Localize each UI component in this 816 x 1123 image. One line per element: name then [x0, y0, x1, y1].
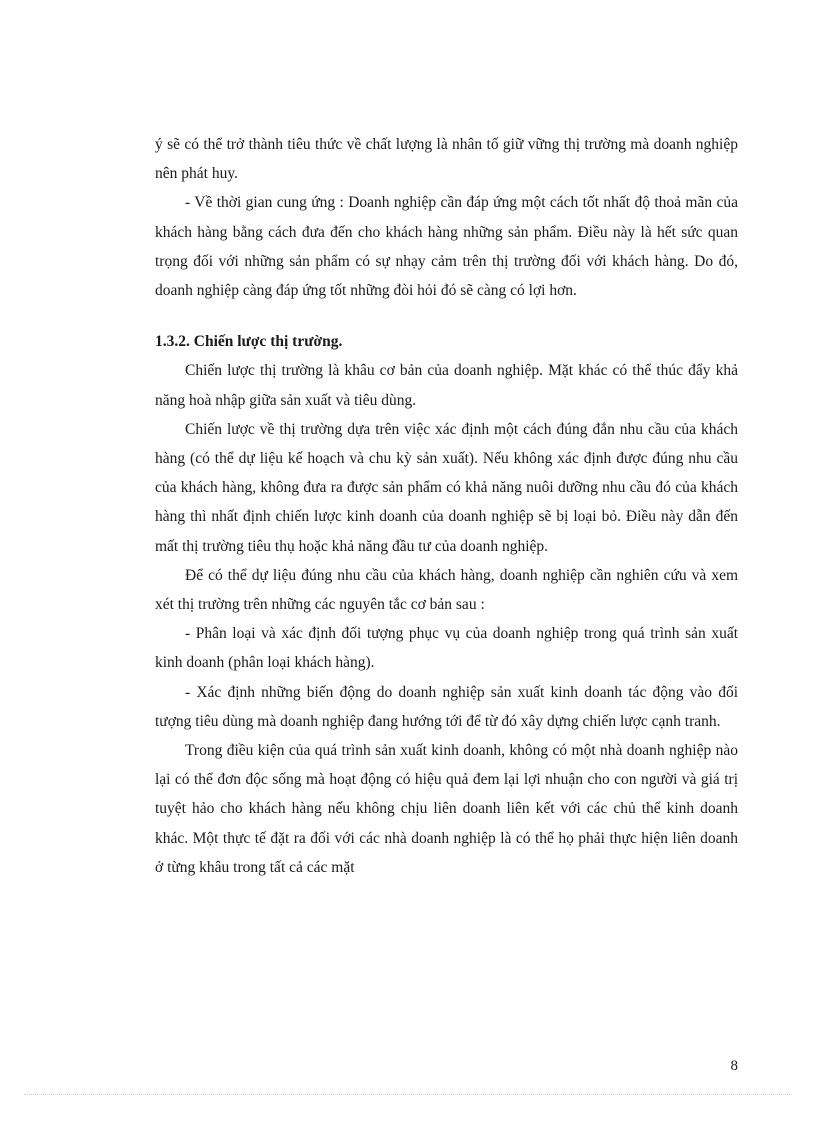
paragraph-classify-customers: - Phân loại và xác định đối tượng phục vụ của doanh nghiệp trong quá trình sản xuất kinh doanh (phân loại khách hàng).: [155, 625, 738, 672]
document-body: [155, 130, 738, 882]
paragraph-market-strategy-needs: Chiến lược về thị trường dựa trên việc xác định một cách đúng đắn nhu cầu của khách hàng (có thể dự liệu kế hoạch và chu kỳ sản xuất). Nếu không xác định được đúng nhu cầu của khách hàng, không đưa ra được sản phẩm có khả năng nuôi dưỡng nhu cầu đó của khách hàng thì nhất định chiến lược kinh doanh của doanh nghiệp sẽ bị loại bỏ. Điều này dẫn đến mất thị trường tiêu thụ hoặc khả năng đầu tư của doanh nghiệp.: [155, 420, 738, 555]
paragraph-identify-changes: - Xác định những biến động do doanh nghiệp sản xuất kinh doanh tác động vào đối tượng tiêu dùng mà doanh nghiệp đang hướng tới để từ đó xây dựng chiến lược cạnh tranh.: [155, 683, 738, 730]
footer-divider: [24, 1094, 792, 1095]
paragraph-market-strategy-intro: Chiến lược thị trường là khâu cơ bản của doanh nghiệp. Mặt khác có thể thúc đẩy khả năng hoà nhập giữa sản xuất và tiêu dùng.: [155, 362, 738, 409]
section-heading: 1.3.2. Chiến lược thị trường.: [155, 333, 343, 351]
page-number: 8: [730, 1058, 738, 1074]
paragraph-joint-venture: Trong điều kiện của quá trình sản xuất kinh doanh, không có một nhà doanh nghiệp nào lại có thể đơn độc sống mà hoạt động có hiệu quả đem lại lợi nhuận cho con người và giá trị tuyệt hảo cho khách hàng nếu không chịu liên doanh liên kết với các chủ thể kinh doanh khác. Một thực tế đặt ra đối với các nhà doanh nghiệp là có thể họ phải thực hiện liên doanh ở từng khâu trong tất cả các mặt: [155, 742, 738, 876]
paragraph-delivery-time: - Về thời gian cung ứng : Doanh nghiệp cần đáp ứng một cách tốt nhất độ thoả mãn của khách hàng bằng cách đưa đến cho khách hàng những sản phẩm. Điều này là hết sức quan trọng đối với những sản phẩm có sự nhạy cảm trên thị trường đối với khách hàng. Do đó, doanh nghiệp càng đáp ứng tốt những đòi hỏi đó sẽ càng có lợi hơn.: [155, 194, 738, 300]
paragraph-quality-continuation: ý sẽ có thể trở thành tiêu thức về chất lượng là nhân tố giữ vững thị trường mà doanh nghiệp nên phát huy.: [155, 136, 738, 183]
paragraph-research-principles: Để có thể dự liệu đúng nhu cầu của khách hàng, doanh nghiệp cần nghiên cứu và xem xét thị trường trên những các nguyên tắc cơ bản sau :: [155, 566, 738, 614]
